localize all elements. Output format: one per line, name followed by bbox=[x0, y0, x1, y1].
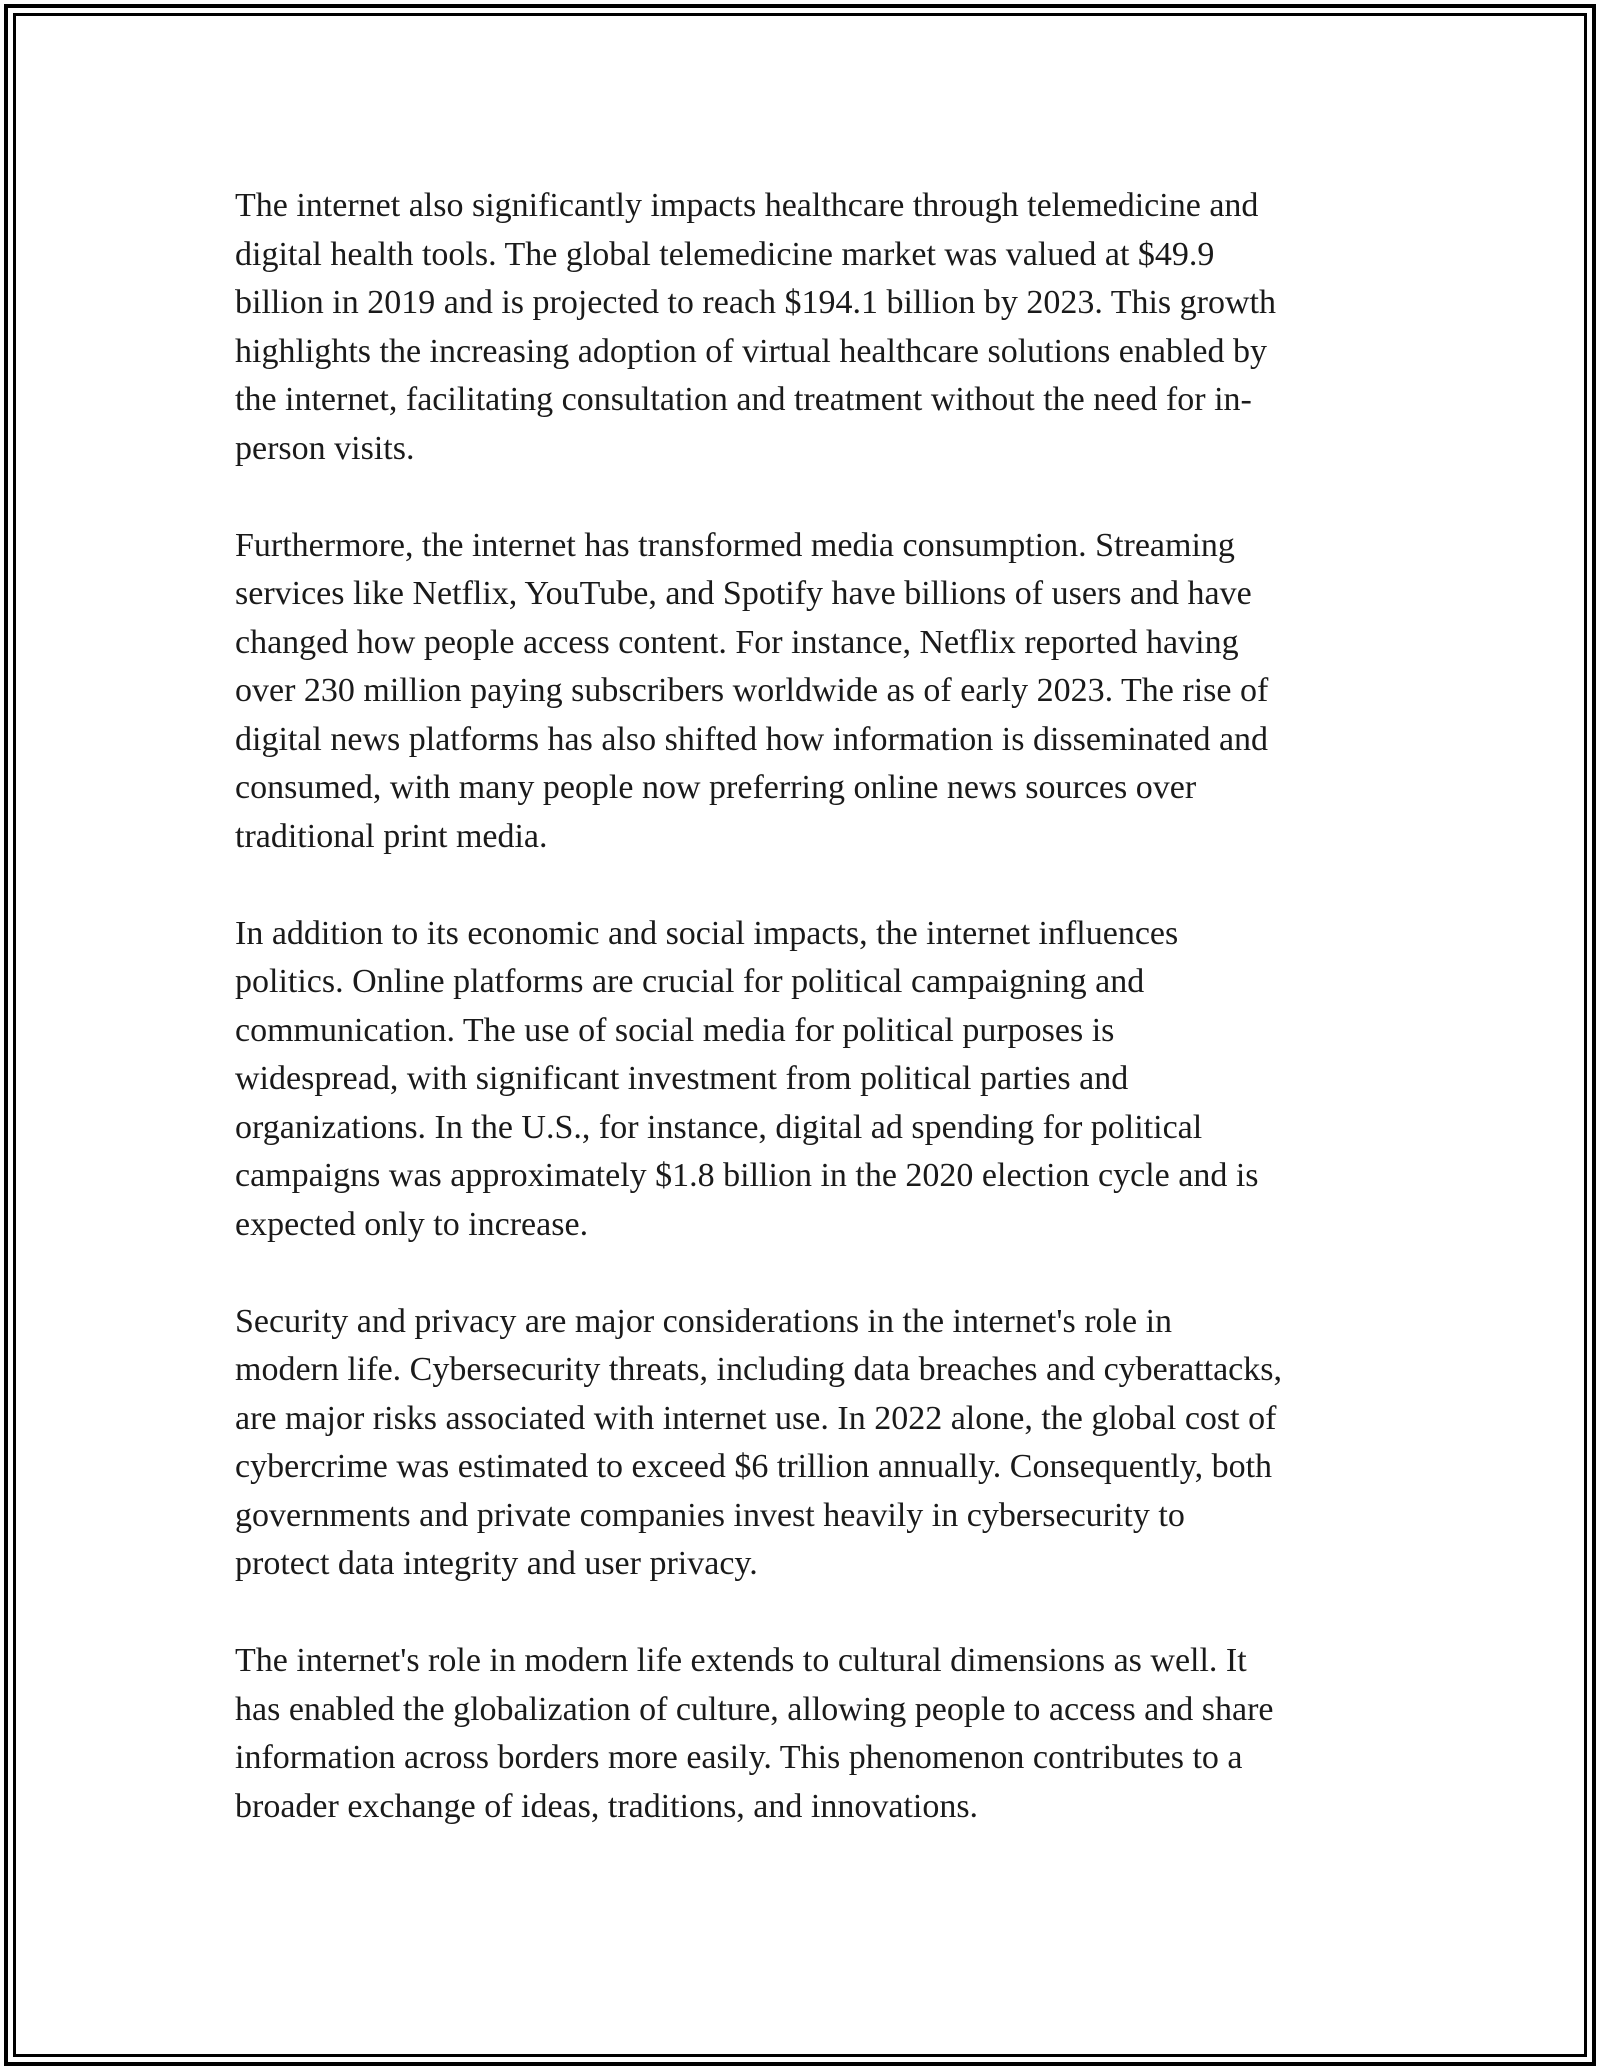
text-line: person visits. bbox=[235, 429, 415, 467]
text-line: modern life. Cybersecurity threats, including data breaches and cyberattacks, bbox=[235, 1351, 1282, 1388]
text-line: information across borders more easily. This phenomenon contributes to a bbox=[235, 1739, 1243, 1776]
text-line: organizations. In the U.S., for instance, digital ad spending for political bbox=[235, 1108, 1203, 1146]
text-line: Security and privacy are major considerations in the internet's role in bbox=[235, 1302, 1173, 1340]
paragraph-culture bbox=[235, 1637, 1395, 1831]
text-line: traditional print media. bbox=[235, 817, 548, 855]
text-line: expected only to increase. bbox=[235, 1205, 589, 1243]
text-line: billion in 2019 and is projected to reach $194.1 billion by 2023. This growth bbox=[235, 284, 1276, 321]
text-line: changed how people access content. For instance, Netflix reported having bbox=[235, 623, 1239, 661]
text-line: are major risks associated with internet use. In 2022 alone, the global cost of bbox=[235, 1399, 1277, 1437]
paragraph-healthcare bbox=[235, 182, 1395, 473]
text-line: digital news platforms has also shifted how information is disseminated and bbox=[235, 720, 1269, 758]
text-line: communication. The use of social media for political purposes is bbox=[235, 1011, 1115, 1049]
text-line: In addition to its economic and social impacts, the internet influences bbox=[235, 914, 1179, 952]
text-line: widespread, with significant investment from political parties and bbox=[235, 1060, 1129, 1097]
text-line: The internet's role in modern life extends to cultural dimensions as well. It bbox=[235, 1642, 1247, 1679]
text-line: services like Netflix, YouTube, and Spotify have billions of users and have bbox=[235, 575, 1252, 612]
text-line: the internet, facilitating consultation and treatment without the need for in- bbox=[235, 381, 1252, 418]
text-line: highlights the increasing adoption of virtual healthcare solutions enabled by bbox=[235, 332, 1268, 370]
text-line: over 230 million paying subscribers worldwide as of early 2023. The rise of bbox=[235, 672, 1269, 709]
text-line: has enabled the globalization of culture, allowing people to access and share bbox=[235, 1690, 1274, 1728]
document-body bbox=[235, 182, 1395, 1831]
text-line: campaigns was approximately $1.8 billion in the 2020 election cycle and is bbox=[235, 1157, 1259, 1194]
text-line: politics. Online platforms are crucial for political campaigning and bbox=[235, 963, 1145, 1000]
text-line: protect data integrity and user privacy. bbox=[235, 1545, 758, 1582]
paragraph-politics bbox=[235, 910, 1395, 1250]
paragraph-media bbox=[235, 522, 1395, 862]
text-line: consumed, with many people now preferring online news sources over bbox=[235, 769, 1197, 806]
text-line: digital health tools. The global telemedicine market was valued at $49.9 bbox=[235, 235, 1215, 273]
paragraph-security bbox=[235, 1298, 1395, 1589]
text-line: Furthermore, the internet has transformed media consumption. Streaming bbox=[235, 526, 1235, 564]
text-line: cybercrime was estimated to exceed $6 trillion annually. Consequently, both bbox=[235, 1448, 1273, 1485]
text-line: The internet also significantly impacts healthcare through telemedicine and bbox=[235, 187, 1259, 224]
text-line: broader exchange of ideas, traditions, and innovations. bbox=[235, 1787, 979, 1825]
text-line: governments and private companies invest heavily in cybersecurity to bbox=[235, 1496, 1185, 1534]
